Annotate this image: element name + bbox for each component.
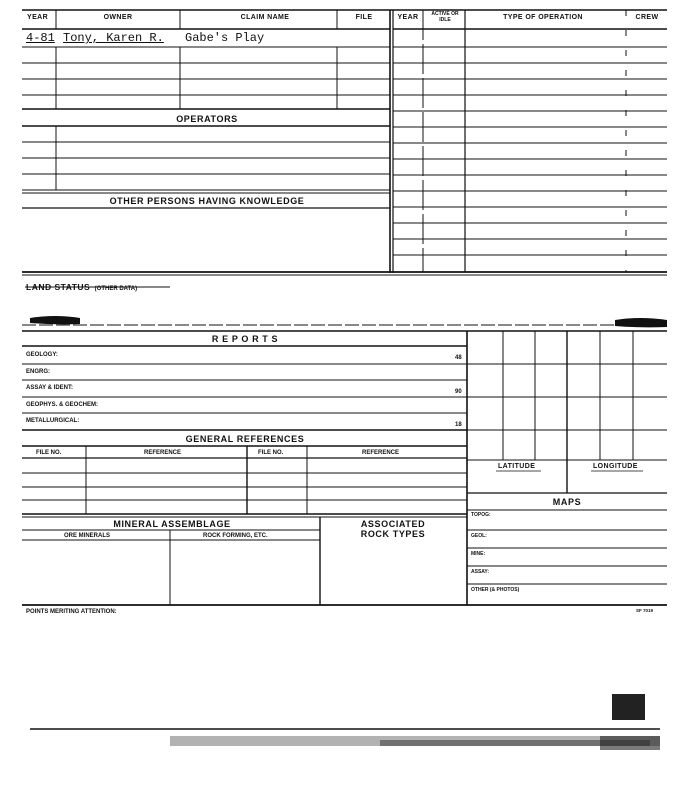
report-code-geology: 48: [455, 355, 462, 361]
report-row-geophys: GEOPHYS. & GEOCHEM:: [26, 402, 99, 408]
report-row-engrg: ENGRG:: [26, 369, 50, 375]
land-status-label: [26, 277, 137, 295]
ref-file-no-2: FILE NO.: [258, 450, 284, 456]
report-code-assay: 90: [455, 389, 462, 395]
rock-forming-label: ROCK FORMING, ETC.: [203, 533, 268, 539]
header-file: FILE: [355, 14, 373, 21]
map-row-geol: GEOL:: [471, 533, 487, 539]
map-row-mine: MINE:: [471, 551, 486, 557]
entry-claim-name: Gabe's Play: [185, 31, 265, 45]
ore-minerals-label: ORE MINERALS: [64, 533, 111, 539]
header-year: YEAR: [27, 14, 49, 21]
header-crew: CREW: [635, 14, 659, 21]
header-claim-name: CLAIM NAME: [240, 14, 290, 21]
reports-heading: R E P O R T S: [211, 334, 279, 344]
entry-year: 4-81: [26, 31, 55, 45]
report-row-metallurgical: METALLURGICAL:: [26, 418, 80, 424]
points-meriting-attention-label: POINTS MERITING ATTENTION:: [26, 609, 117, 615]
map-row-assay: ASSAY:: [471, 569, 490, 575]
report-row-assay: ASSAY & IDENT:: [26, 385, 74, 391]
mineral-assemblage-heading: MINERAL ASSEMBLAGE: [113, 519, 231, 529]
operators-heading: OPERATORS: [176, 114, 238, 124]
report-row-geology: GEOLOGY:: [26, 352, 58, 358]
other-persons-heading: OTHER PERSONS HAVING KNOWLEDGE: [109, 196, 305, 206]
header-type-of-operation: TYPE OF OPERATION: [503, 14, 583, 21]
general-references-heading: GENERAL REFERENCES: [185, 434, 305, 444]
map-row-topog: TOPOG:: [471, 512, 491, 518]
ref-reference-1: REFERENCE: [144, 450, 182, 456]
entry-owner: Tony, Karen R.: [63, 31, 164, 45]
latitude-label: LATITUDE: [498, 463, 536, 470]
header-owner: OWNER: [103, 14, 133, 21]
header-active-or-idle: ACTIVE OR IDLE: [431, 11, 459, 23]
longitude-label: LONGITUDE: [593, 463, 638, 470]
map-row-other: OTHER (& PHOTOS): [471, 587, 520, 593]
report-code-metallurgical: 18: [455, 422, 462, 428]
ref-reference-2: REFERENCE: [362, 450, 400, 456]
ref-file-no-1: FILE NO.: [36, 450, 62, 456]
maps-heading: MAPS: [552, 497, 582, 507]
header-year-2: YEAR: [397, 14, 419, 21]
form-number: SF 7019: [636, 608, 654, 613]
land-status-title: LAND STATUS: [26, 282, 91, 292]
land-status-subtitle: (OTHER DATA): [94, 286, 138, 292]
associated-rock-types-heading: ASSOCIATED ROCK TYPES: [360, 519, 426, 539]
